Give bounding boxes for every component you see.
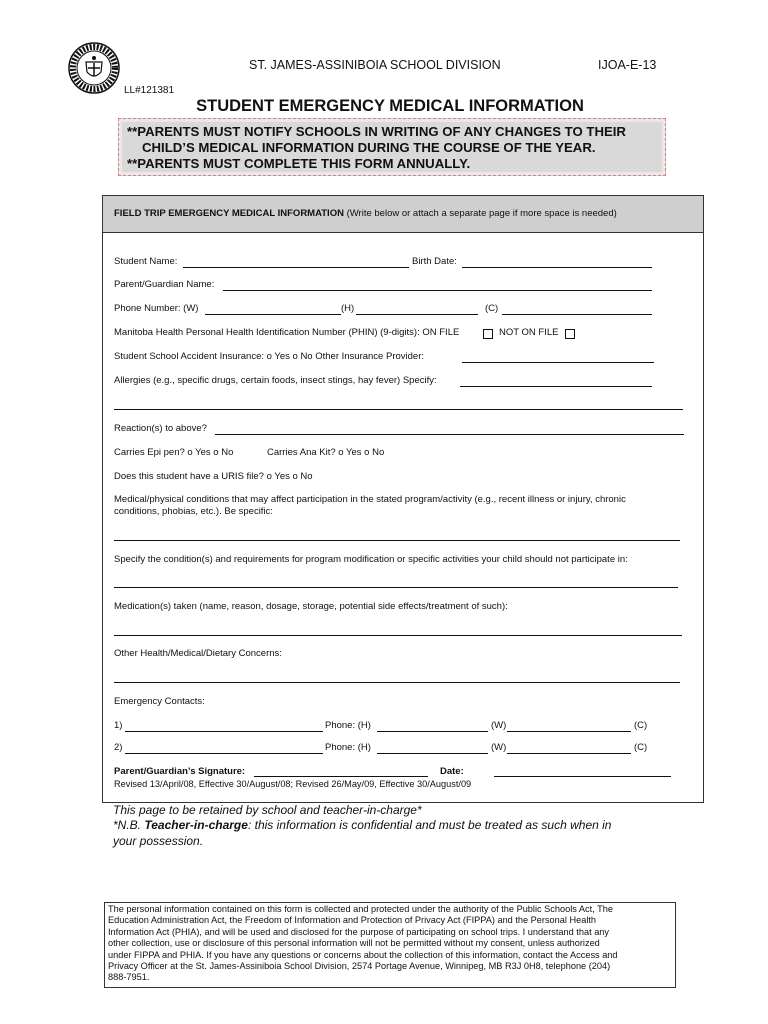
phone-cell-label: (C)	[485, 303, 499, 314]
contact-2-phone-label: Phone: (H)	[325, 742, 371, 753]
conditions-field[interactable]	[114, 540, 680, 541]
other-concerns-label: Other Health/Medical/Dietary Concerns:	[114, 648, 282, 659]
form-heading-title: FIELD TRIP EMERGENCY MEDICAL INFORMATION	[114, 208, 344, 219]
uris-question: Does this student have a URIS file? o Yes o No	[114, 471, 313, 482]
birth-date-label: Birth Date:	[412, 256, 457, 267]
medications-label: Medication(s) taken (name, reason, dosage, storage, potential side effects/treatment of such):	[114, 601, 508, 612]
phone-work-field[interactable]	[205, 314, 341, 315]
allergies-field[interactable]	[460, 386, 652, 387]
privacy-line: 888-7951.	[108, 972, 150, 983]
reactions-field[interactable]	[215, 434, 684, 435]
contact-1-home-field[interactable]	[377, 731, 488, 732]
date-label: Date:	[440, 766, 464, 777]
form-heading-note: (Write below or attach a separate page if more space is needed)	[343, 208, 617, 219]
contact-1-cell-label: (C)	[634, 720, 648, 731]
nb-rest: : this information is confidential and must be treated as such when in	[247, 818, 612, 832]
privacy-line: The personal information contained on this form is collected and protected under the authority of the Public Schools Act, The	[108, 904, 613, 914]
modification-field[interactable]	[114, 587, 678, 588]
parent-notice-box	[118, 118, 666, 176]
phone-cell-field[interactable]	[502, 314, 652, 315]
insurance-label: Student School Accident Insurance: o Yes o No Other Insurance Provider:	[114, 351, 424, 362]
guardian-name-label: Parent/Guardian Name:	[114, 279, 215, 290]
phin-not-on-file-checkbox[interactable]	[565, 329, 575, 339]
notice-line-2: CHILD’S MEDICAL INFORMATION DURING THE COURSE OF THE YEAR.	[142, 140, 596, 155]
confidential-note	[113, 818, 611, 832]
other-concerns-field[interactable]	[114, 682, 680, 683]
privacy-line: other collection, use or disclosure of this personal information will not be permitted without my consent, unless authorized	[108, 938, 600, 949]
notice-line-3: **PARENTS MUST COMPLETE THIS FORM ANNUALLY.	[127, 156, 471, 171]
contact-2-number: 2)	[114, 742, 123, 753]
notice-line-1: **PARENTS MUST NOTIFY SCHOOLS IN WRITING OF ANY CHANGES TO THEIR	[127, 124, 626, 139]
form-code: IJOA-E-13	[598, 58, 657, 72]
not-on-file-label: NOT ON FILE	[499, 327, 559, 338]
contact-1-number: 1)	[114, 720, 123, 731]
allergies-label: Allergies (e.g., specific drugs, certain foods, insect stings, hay fever) Specify:	[114, 375, 437, 386]
revision-note: Revised 13/April/08, Effective 30/August/08; Revised 26/May/09, Effective 30/August/09	[114, 779, 472, 789]
contact-2-name-field[interactable]	[125, 753, 323, 754]
form-heading	[103, 196, 703, 233]
contact-2-work-field[interactable]	[507, 753, 631, 754]
phin-label: Manitoba Health Personal Health Identification Number (PHIN) (9-digits): ON FILE	[114, 327, 460, 338]
contact-1-phone-label: Phone: (H)	[325, 720, 371, 731]
privacy-line: under FIPPA and PHIA. If you have any questions or concerns about the collection of this information, contact the Access and	[108, 949, 618, 960]
school-division-seal-icon	[68, 42, 120, 94]
insurance-provider-field[interactable]	[462, 362, 654, 363]
contact-1-work-label: (W)	[491, 720, 507, 731]
phone-home-label: (H)	[341, 303, 355, 314]
anakit-question: Carries Ana Kit? o Yes o No	[267, 447, 385, 458]
epipen-question: Carries Epi pen? o Yes o No	[114, 447, 234, 458]
contact-2-cell-label: (C)	[634, 742, 648, 753]
phone-number-label: Phone Number: (W)	[114, 303, 199, 314]
nb-teacher: Teacher-in-charge	[144, 818, 248, 832]
privacy-line: Privacy Officer at the St. James-Assiniboia School Division, 2574 Portage Avenue, Winnipeg, MB R3J 0H8, telephone (204)	[108, 961, 611, 972]
contact-2-work-label: (W)	[491, 742, 507, 753]
phin-on-file-checkbox[interactable]	[483, 329, 493, 339]
student-name-label: Student Name:	[114, 256, 178, 267]
field-trip-form	[102, 195, 704, 803]
student-name-field[interactable]	[183, 267, 409, 268]
date-field[interactable]	[494, 776, 671, 777]
signature-label: Parent/Guardian’s Signature:	[114, 766, 246, 777]
contact-1-name-field[interactable]	[125, 731, 323, 732]
medications-field[interactable]	[114, 635, 682, 636]
privacy-statement	[104, 902, 676, 988]
page-title: STUDENT EMERGENCY MEDICAL INFORMATION	[196, 97, 584, 115]
signature-field[interactable]	[254, 776, 428, 777]
retention-note: This page to be retained by school and teacher-in-charge*	[113, 803, 422, 817]
guardian-name-field[interactable]	[223, 290, 652, 291]
allergies-field-line-2[interactable]	[114, 409, 683, 410]
reactions-label: Reaction(s) to above?	[114, 423, 207, 434]
division-name: ST. JAMES-ASSINIBOIA SCHOOL DIVISION	[249, 58, 501, 72]
privacy-line: Information Act (PHIA), and will be used and disclosed for the purpose of participating on school trips. I understand that any	[108, 926, 610, 937]
nb-prefix: *N.B.	[113, 818, 145, 832]
contact-1-work-field[interactable]	[507, 731, 631, 732]
emergency-contacts-label: Emergency Contacts:	[114, 696, 205, 707]
birth-date-field[interactable]	[462, 267, 652, 268]
conditions-label-line-2: conditions, phobias, etc.). Be specific:	[114, 506, 273, 517]
modification-label: Specify the condition(s) and requirements for program modification or specific activities your child should not participate in:	[114, 554, 628, 565]
privacy-line: Education Administration Act, the Freedom of Information and Protection of Privacy Act (FIPPA) and the Personal Health	[108, 915, 597, 926]
ll-number: LL#121381	[124, 85, 175, 96]
phone-home-field[interactable]	[356, 314, 478, 315]
possession-note: your possession.	[113, 834, 204, 848]
conditions-label-line-1: Medical/physical conditions that may affect participation in the stated program/activity (e.g., recent illness or injury, chronic	[114, 494, 626, 505]
contact-2-home-field[interactable]	[377, 753, 488, 754]
